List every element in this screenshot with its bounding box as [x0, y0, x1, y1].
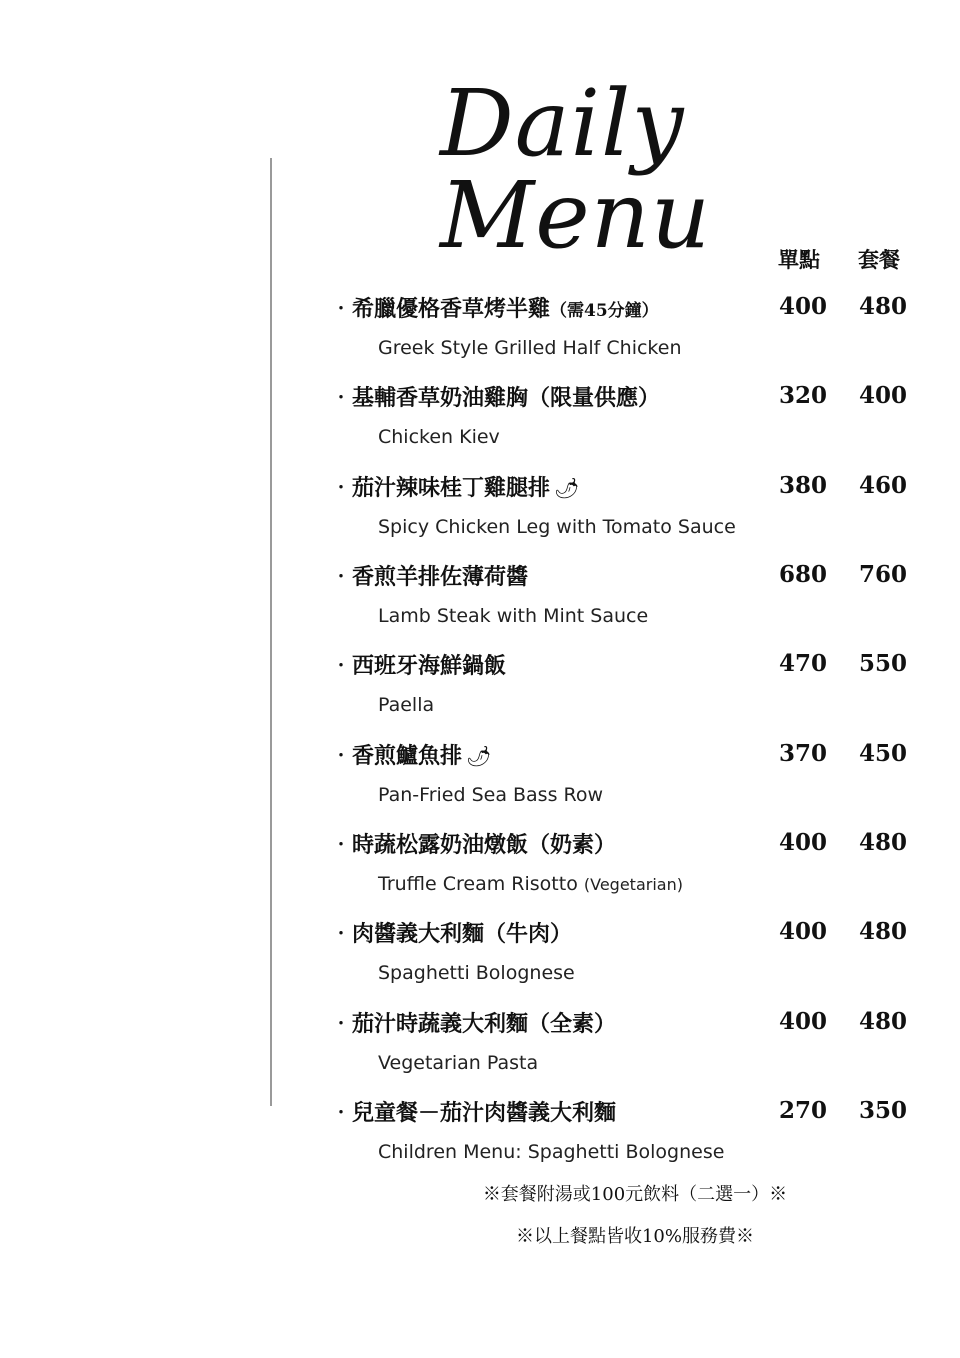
item-chinese-name: ‧香煎羊排佐薄荷醬	[330, 564, 529, 590]
menu-item	[330, 471, 930, 561]
price-set: 760	[859, 561, 908, 588]
menu-item	[330, 739, 930, 829]
price-single: 400	[779, 293, 828, 320]
price-set: 460	[859, 472, 908, 499]
menu-item	[330, 917, 930, 1007]
item-english-name: Pan-Fried Sea Bass Row	[378, 784, 604, 806]
chili-icon: 🌶	[466, 744, 492, 768]
menu-item	[330, 381, 930, 471]
menu-item	[330, 649, 930, 739]
footer-note-service: ※以上餐點皆收10%服務費※	[515, 1226, 754, 1247]
menu-item	[330, 1096, 930, 1186]
item-chinese-name: ‧基輔香草奶油雞胸（限量供應）	[330, 385, 661, 411]
item-chinese-name: ‧香煎鱸魚排 🌶	[330, 743, 492, 769]
column-header-single: 單點	[778, 247, 820, 272]
item-english-name: Chicken Kiev	[378, 426, 500, 448]
item-english-name: Lamb Steak with Mint Sauce	[378, 605, 649, 627]
price-set: 550	[859, 650, 908, 677]
chili-icon: 🌶	[554, 476, 580, 500]
item-english-name: Greek Style Grilled Half Chicken	[378, 337, 682, 359]
menu-item	[330, 292, 930, 382]
item-chinese-name: ‧希臘優格香草烤半雞（需45分鐘）	[330, 296, 659, 322]
price-set: 400	[859, 382, 908, 409]
divider-line	[270, 158, 272, 1106]
item-english-name: Vegetarian Pasta	[378, 1052, 539, 1074]
menu-item	[330, 1007, 930, 1097]
price-single: 680	[779, 561, 828, 588]
price-set: 480	[859, 918, 908, 945]
price-single: 320	[779, 382, 828, 409]
price-single: 270	[779, 1097, 828, 1124]
price-set: 480	[859, 1008, 908, 1035]
item-chinese-name: ‧西班牙海鮮鍋飯	[330, 653, 507, 679]
item-chinese-name: ‧時蔬松露奶油燉飯（奶素）	[330, 832, 617, 858]
item-chinese-name: ‧茄汁辣味桂丁雞腿排 🌶	[330, 475, 580, 501]
item-english-name: Spicy Chicken Leg with Tomato Sauce	[378, 516, 736, 538]
footer-note-set: ※套餐附湯或100元飲料（二選一）※	[482, 1184, 788, 1205]
price-single: 470	[779, 650, 828, 677]
item-english-name: Paella	[378, 694, 435, 716]
menu-item	[330, 560, 930, 650]
item-english-name: Children Menu: Spaghetti Bolognese	[378, 1141, 725, 1163]
menu-item	[330, 828, 930, 918]
item-english-name: Truffle Cream Risotto (Vegetarian)	[378, 873, 683, 895]
price-single: 400	[779, 1008, 828, 1035]
price-single: 400	[779, 829, 828, 856]
price-set: 350	[859, 1097, 908, 1124]
price-single: 400	[779, 918, 828, 945]
item-chinese-name: ‧兒童餐－茄汁肉醬義大利麵	[330, 1100, 617, 1126]
menu-title: Daily Menu	[440, 70, 712, 269]
item-note: （需45分鐘）	[550, 301, 659, 321]
price-single: 370	[779, 740, 828, 767]
column-header-set: 套餐	[858, 247, 900, 272]
price-set: 480	[859, 829, 908, 856]
price-set: 450	[859, 740, 908, 767]
item-english-name: Spaghetti Bolognese	[378, 962, 575, 984]
price-single: 380	[779, 472, 828, 499]
price-set: 480	[859, 293, 908, 320]
item-chinese-name: ‧肉醬義大利麵（牛肉）	[330, 921, 573, 947]
item-chinese-name: ‧茄汁時蔬義大利麵（全素）	[330, 1011, 617, 1037]
